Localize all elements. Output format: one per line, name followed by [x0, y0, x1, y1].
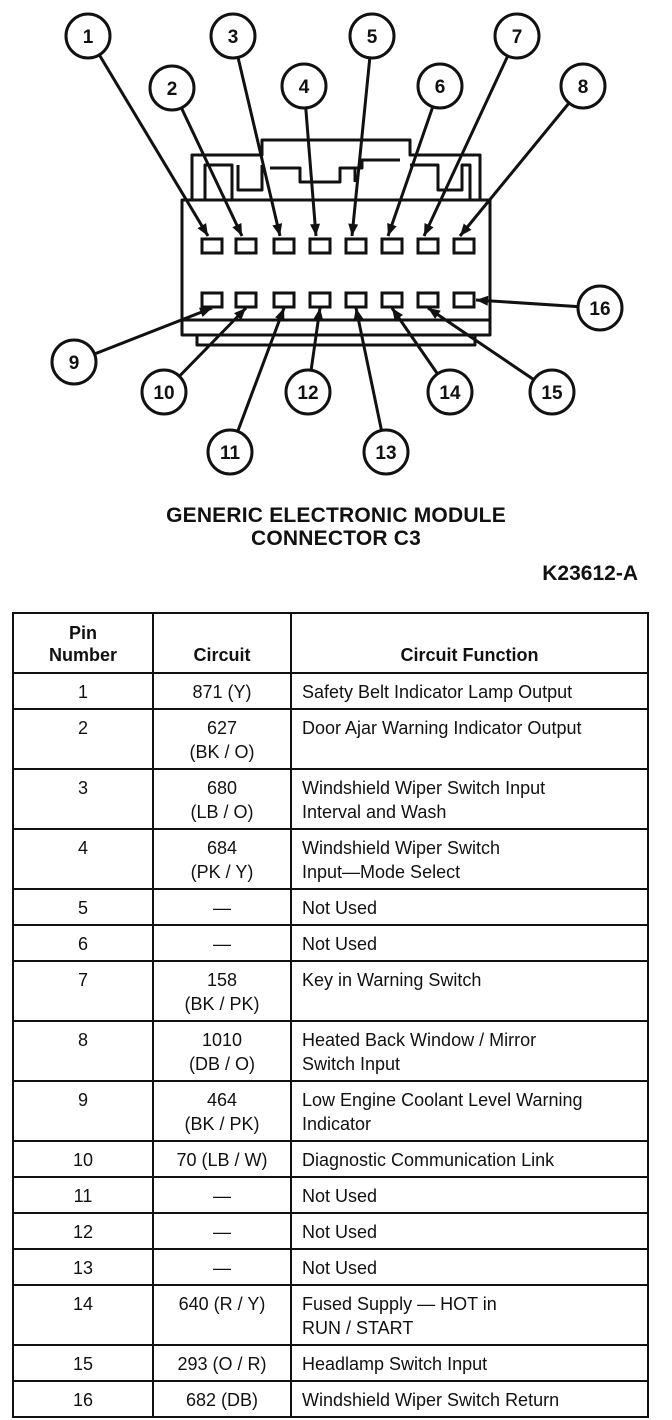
diagram-title-line1: GENERIC ELECTRONIC MODULE	[166, 504, 506, 527]
leader-line	[356, 308, 382, 430]
cell-circuit	[153, 961, 291, 1021]
callout-number: 9	[68, 353, 80, 374]
leader-line	[392, 308, 437, 374]
cell-circuit-function	[291, 1285, 648, 1345]
function-line: Windshield Wiper Switch Input	[302, 778, 546, 798]
callout-number: 15	[541, 383, 563, 404]
circuit-line: (BK / PK)	[184, 1114, 260, 1134]
callout-number: 12	[297, 383, 319, 404]
callout-number: 10	[153, 383, 175, 404]
cell-circuit	[153, 889, 291, 925]
cell-circuit-function	[291, 925, 648, 961]
cell-circuit	[153, 1177, 291, 1213]
pin-callout	[578, 286, 622, 330]
pin-callout	[211, 14, 255, 58]
function-line: Switch Input	[302, 1054, 401, 1074]
circuit-line: (BK / O)	[189, 742, 255, 762]
callout-number: 14	[439, 383, 461, 404]
circuit-line: —	[213, 1186, 231, 1206]
header-pin-line1: Pin	[68, 623, 97, 643]
callout-number: 11	[219, 443, 241, 464]
function-line: Windshield Wiper Switch Return	[302, 1390, 560, 1410]
circuit-line: 70 (LB / W)	[176, 1150, 268, 1170]
cell-circuit-function	[291, 1141, 648, 1177]
table-row	[13, 673, 648, 709]
pin-cavity	[274, 239, 294, 253]
pin-cavity	[418, 293, 438, 307]
circuit-line: (DB / O)	[189, 1054, 255, 1074]
circuit-line: —	[213, 1258, 231, 1278]
callout-number: 13	[375, 443, 397, 464]
header-circuit-function: Circuit Function	[291, 613, 648, 673]
cell-circuit	[153, 673, 291, 709]
function-line: RUN / START	[302, 1318, 414, 1338]
callout-number: 6	[434, 77, 446, 98]
circuit-line: —	[213, 934, 231, 954]
pin-callouts	[52, 14, 622, 474]
function-line: Input—Mode Select	[302, 862, 461, 882]
cell-circuit-function	[291, 829, 648, 889]
cell-circuit-function	[291, 709, 648, 769]
pin-cavity	[346, 293, 366, 307]
circuit-line: 680	[206, 778, 238, 798]
pin-cavity	[310, 293, 330, 307]
table-row	[13, 961, 648, 1021]
function-line: Not Used	[302, 934, 378, 954]
function-line: Not Used	[302, 898, 378, 918]
cell-pin-number: 7	[13, 961, 153, 1021]
pin-callout	[418, 64, 462, 108]
cell-circuit	[153, 925, 291, 961]
circuit-line: 464	[206, 1090, 238, 1110]
cell-circuit	[153, 1285, 291, 1345]
cell-circuit	[153, 1081, 291, 1141]
cell-circuit	[153, 829, 291, 889]
pin-callout	[495, 14, 539, 58]
pin-callout	[150, 66, 194, 110]
cell-pin-number: 6	[13, 925, 153, 961]
pin-cavity	[346, 239, 366, 253]
pin-callout	[350, 14, 394, 58]
table-row	[13, 1345, 648, 1381]
function-line: Fused Supply — HOT in	[302, 1294, 497, 1314]
table-row	[13, 1081, 648, 1141]
header-pin-number	[13, 613, 153, 673]
leader-arrowhead	[199, 308, 212, 317]
cell-pin-number: 9	[13, 1081, 153, 1141]
pin-callout	[530, 370, 574, 414]
pin-function-table	[12, 612, 649, 1418]
callout-number: 2	[166, 79, 178, 100]
circuit-line: 293 (O / R)	[177, 1354, 267, 1374]
cell-circuit-function	[291, 1177, 648, 1213]
circuit-line: 640 (R / Y)	[178, 1294, 266, 1314]
cell-pin-number: 10	[13, 1141, 153, 1177]
cell-circuit	[153, 1381, 291, 1417]
cell-circuit	[153, 1213, 291, 1249]
leader-line	[94, 308, 212, 354]
function-line: Interval and Wash	[302, 802, 447, 822]
function-line: Heated Back Window / Mirror	[302, 1030, 537, 1050]
pin-cavity	[274, 293, 294, 307]
cell-circuit-function	[291, 673, 648, 709]
cell-pin-number: 11	[13, 1177, 153, 1213]
table-row	[13, 709, 648, 769]
pin-callout	[142, 370, 186, 414]
table-body	[13, 673, 648, 1417]
cell-circuit-function	[291, 961, 648, 1021]
header-circuit: Circuit	[153, 613, 291, 673]
cell-circuit-function	[291, 1081, 648, 1141]
pin-cavity	[382, 239, 402, 253]
header-pin-line2: Number	[48, 645, 117, 665]
pin-cavity	[418, 239, 438, 253]
callout-number: 16	[589, 299, 611, 320]
connector-body	[182, 140, 490, 345]
function-line: Not Used	[302, 1258, 378, 1278]
table-row	[13, 1249, 648, 1285]
cell-circuit-function	[291, 1021, 648, 1081]
pin-cavity	[202, 239, 222, 253]
pin-cavity	[236, 239, 256, 253]
pin-callout	[208, 430, 252, 474]
pin-cavity	[454, 293, 474, 307]
figure-code: K23612-A	[542, 562, 638, 585]
pin-callout	[52, 340, 96, 384]
function-line: Diagnostic Communication Link	[302, 1150, 555, 1170]
cell-circuit	[153, 1141, 291, 1177]
table-row	[13, 1141, 648, 1177]
cell-circuit	[153, 769, 291, 829]
function-line: Low Engine Coolant Level Warning	[302, 1090, 583, 1110]
function-line: Door Ajar Warning Indicator Output	[302, 718, 582, 738]
cell-circuit	[153, 1021, 291, 1081]
circuit-line: —	[213, 1222, 231, 1242]
pin-cavities	[202, 239, 474, 307]
pin-callout	[364, 430, 408, 474]
leader-line	[238, 308, 284, 431]
circuit-line: 158	[206, 970, 238, 990]
table-row	[13, 1213, 648, 1249]
callout-number: 1	[82, 27, 94, 48]
leader-arrowhead	[476, 296, 488, 306]
table-row	[13, 1021, 648, 1081]
pin-cavity	[236, 293, 256, 307]
cell-pin-number: 12	[13, 1213, 153, 1249]
table-row	[13, 1285, 648, 1345]
circuit-line: (BK / PK)	[184, 994, 260, 1014]
cell-pin-number: 3	[13, 769, 153, 829]
callout-number: 5	[366, 27, 378, 48]
cell-pin-number: 13	[13, 1249, 153, 1285]
callout-number: 8	[577, 77, 589, 98]
connector-diagram	[0, 0, 672, 500]
cell-pin-number: 2	[13, 709, 153, 769]
circuit-line: 1010	[201, 1030, 243, 1050]
cell-circuit-function	[291, 889, 648, 925]
diagram-title-line2: CONNECTOR C3	[250, 527, 422, 550]
cell-circuit-function	[291, 769, 648, 829]
circuit-line: 627	[206, 718, 238, 738]
table-row	[13, 889, 648, 925]
function-line: Headlamp Switch Input	[302, 1354, 488, 1374]
pin-callout	[282, 64, 326, 108]
pin-callout	[428, 370, 472, 414]
table-row	[13, 769, 648, 829]
cell-circuit-function	[291, 1213, 648, 1249]
circuit-line: (PK / Y)	[190, 862, 254, 882]
callout-number: 4	[298, 77, 310, 98]
function-line: Safety Belt Indicator Lamp Output	[302, 682, 573, 702]
pin-cavity	[310, 239, 330, 253]
cell-pin-number: 14	[13, 1285, 153, 1345]
function-line: Windshield Wiper Switch	[302, 838, 501, 858]
cell-pin-number: 5	[13, 889, 153, 925]
leader-line	[238, 57, 280, 236]
cell-pin-number: 16	[13, 1381, 153, 1417]
cell-circuit	[153, 1249, 291, 1285]
cell-circuit-function	[291, 1345, 648, 1381]
cell-circuit-function	[291, 1249, 648, 1285]
cell-pin-number: 1	[13, 673, 153, 709]
cell-circuit	[153, 709, 291, 769]
circuit-line: 684	[206, 838, 238, 858]
cell-circuit-function	[291, 1381, 648, 1417]
leader-line	[306, 108, 316, 236]
function-line: Indicator	[302, 1114, 372, 1134]
table-row	[13, 829, 648, 889]
table-header-row	[13, 613, 648, 673]
callout-number: 3	[227, 27, 239, 48]
cell-circuit	[153, 1345, 291, 1381]
pin-cavity	[202, 293, 222, 307]
table-row	[13, 1177, 648, 1213]
cell-pin-number: 4	[13, 829, 153, 889]
pin-callout	[561, 64, 605, 108]
circuit-line: —	[213, 898, 231, 918]
function-line: Not Used	[302, 1222, 378, 1242]
callout-number: 7	[511, 27, 523, 48]
table-row	[13, 925, 648, 961]
pin-cavity	[382, 293, 402, 307]
leader-arrowhead	[428, 308, 441, 319]
pin-callout	[66, 14, 110, 58]
leader-arrowhead	[387, 223, 396, 236]
function-line: Key in Warning Switch	[302, 970, 482, 990]
cell-pin-number: 8	[13, 1021, 153, 1081]
circuit-line: 871 (Y)	[192, 682, 252, 702]
leader-line	[388, 107, 433, 236]
circuit-line: (LB / O)	[190, 802, 254, 822]
leader-line	[352, 58, 370, 236]
pin-cavity	[454, 239, 474, 253]
circuit-line: 682 (DB)	[185, 1390, 259, 1410]
function-line: Not Used	[302, 1186, 378, 1206]
table-row	[13, 1381, 648, 1417]
pin-callout	[286, 370, 330, 414]
cell-pin-number: 15	[13, 1345, 153, 1381]
